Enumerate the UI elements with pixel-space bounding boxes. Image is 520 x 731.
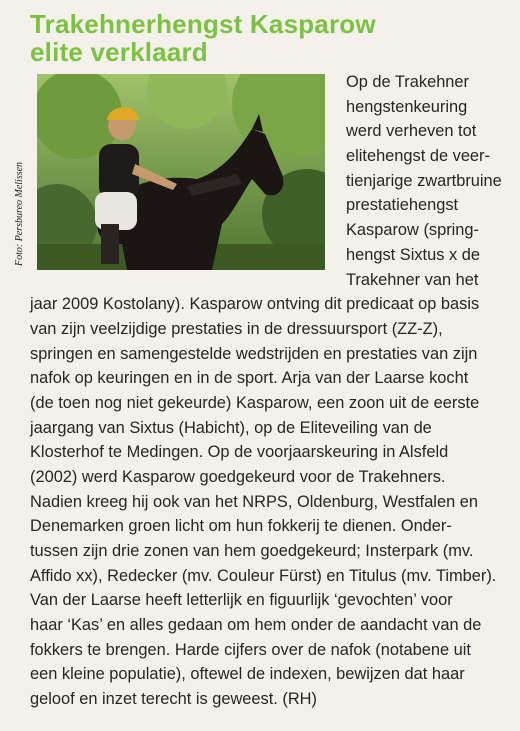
body-line: fokkers te brengen. Harde cijfers over de nafok (notabene uit xyxy=(30,641,471,659)
body-line: Trakehner van het xyxy=(346,271,479,289)
photo-credit: Foto: Persbureo Melissen xyxy=(14,161,25,266)
headline-line-2: elite verklaard xyxy=(30,37,208,67)
body-line: Affido xx), Redecker (mv. Couleur Fürst) en Titulus (mv. Timber). xyxy=(30,567,497,585)
article-photo xyxy=(37,74,325,270)
body-line: geloof en inzet terecht is geweest. (RH) xyxy=(30,690,317,708)
body-line: elitehengst de veer- xyxy=(346,147,490,165)
body-line: tussen zijn drie zonen van hem goedgekeurd; Insterpark (mv. xyxy=(30,542,474,560)
body-line: jaar 2009 Kostolany). Kasparow ontving dit predicaat op basis xyxy=(30,295,480,313)
body-line: werd verheven tot xyxy=(346,122,477,140)
photo-horse-rider-illustration xyxy=(37,74,325,270)
body-line: jaargang van Sixtus (Habicht), op de Eliteveiling van de xyxy=(30,419,432,437)
body-line: prestatiehengst xyxy=(346,196,459,214)
article-headline xyxy=(30,10,376,66)
body-line: een kleine populatie), oftewel de indexen, bewijzen dat haar xyxy=(30,665,465,683)
body-line: van zijn veelzijdige prestaties in de dressuursport (ZZ-Z), xyxy=(30,320,443,338)
body-line: tienjarige zwartbruine xyxy=(346,172,502,190)
body-line: Kasparow (spring- xyxy=(346,221,479,239)
body-line: Op de Trakehner xyxy=(346,73,470,91)
headline-line-1: Trakehnerhengst Kasparow xyxy=(30,9,376,39)
body-line: Denemarken groen licht om hun fokkerij te dienen. Onder- xyxy=(30,517,452,535)
body-line: haar ‘Kas’ en alles gedaan om hem onder de aandacht van de xyxy=(30,616,482,634)
body-line: (de toen nog niet gekeurde) Kasparow, een zoon uit de eerste xyxy=(30,394,480,412)
body-line: nafok op keuringen en in de sport. Arja van der Laarse kocht xyxy=(30,369,469,387)
body-line: Klosterhof te Medingen. Op de voorjaarskeuring in Alsfeld xyxy=(30,443,449,461)
body-line: Van der Laarse heeft letterlijk en figuurlijk ‘gevochten’ voor xyxy=(30,591,453,609)
body-line: (2002) werd Kasparow goedgekeurd voor de Trakehners. xyxy=(30,468,446,486)
body-line: springen en samengestelde wedstrijden en prestaties van zijn xyxy=(30,345,478,363)
body-line: hengstenkeuring xyxy=(346,98,468,116)
body-line: Nadien kreeg hij ook van het NRPS, Oldenburg, Westfalen en xyxy=(30,493,478,511)
body-line: hengst Sixtus x de xyxy=(346,246,480,264)
